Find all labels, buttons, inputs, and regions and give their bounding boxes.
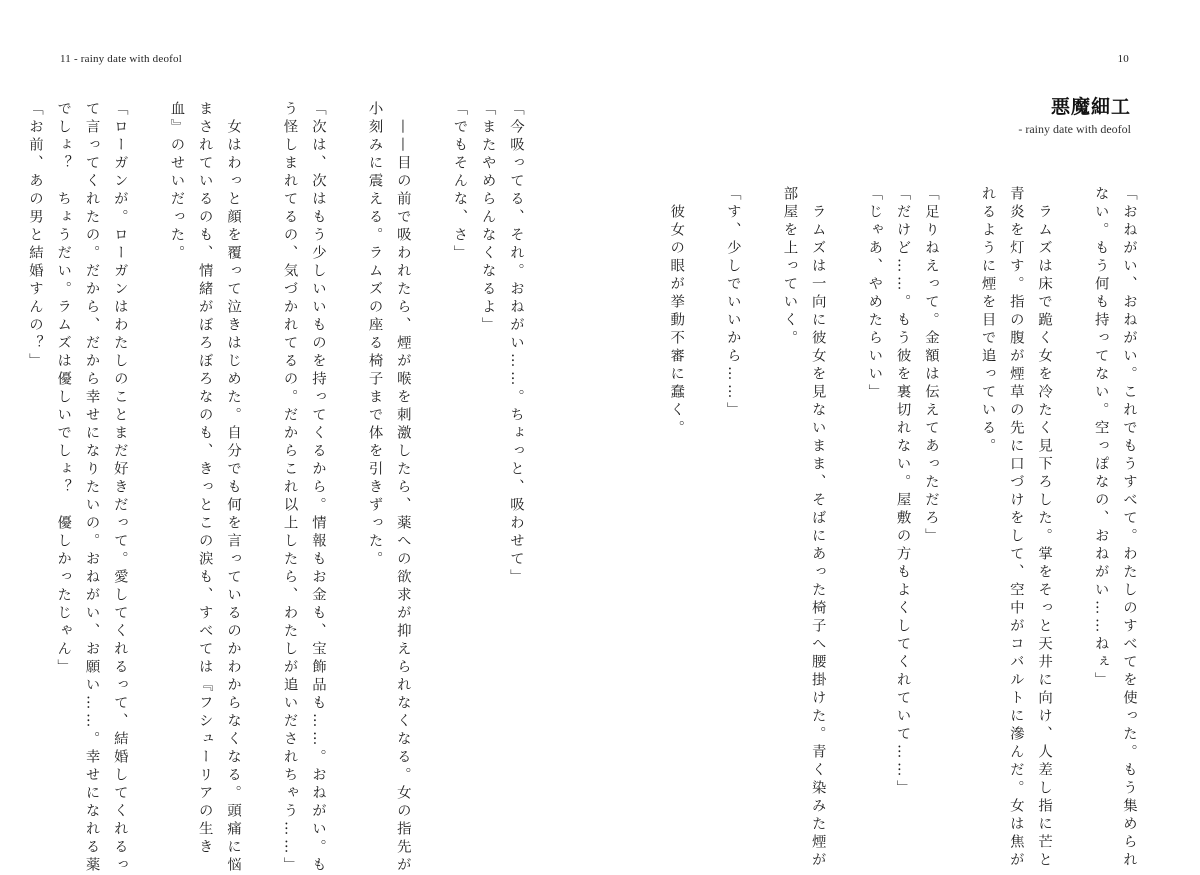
left-page-body-text: 「今吸ってる、それ。おねがい……。ちょっと、吸わせて」 「またやめらんなくなるよ」 「でもそんな、さ」 ——目の前で吸われたら、煙が喉を刺激したら、薬への欲求が抑えられなくなる。女の指先が 小刻みに震える。ラムズの座る椅子まで体を引きずった。 「次は、次はもう少しいいものを持ってくるから。情報もお金も、宝飾品も……。おねがい。も う怪しまれてるの、気づかれてるの。だからこれ以上したら、わたしが追いだされちゃう……」 女はわっと顔を覆って泣きはじめた。自分でも何を言っているのかわからなくなる。頭痛に悩 まされているのも、情緒がぼろぼろなのも、きっとこの涙も、すべては『フシューリアの生き 血』のせいだった。 「ローガンが。ローガンはわたしのことまだ好きだって。愛してくれるって、結婚してくれるっ て言ってくれたの。だから、だから幸せになりたいの。おねがい、お願い……。幸せになれる薬 でしょ？ ちょうだい。ラムズは優しいでしょ？ 優しかったじゃん」 「お前、あの男と結婚すんの？」 bbox=[26, 101, 524, 875]
right-page bbox=[600, 0, 1200, 870]
page-number: 10 bbox=[1117, 53, 1129, 65]
chapter-title: 悪魔細工 bbox=[1050, 96, 1131, 118]
right-page-body-text: 「おねがい、おねがい。これでもうすべて。わたしのすべてを使った。もう集められ ない。もう何も持ってない。空っぽなの、おねがい……ねぇ」 ラムズは床で跪く女を冷たく見下ろした。掌をそっと天井に向け、人差し指に芒と 青炎を灯す。指の腹が煙草の先に口づけをして、空中がコバルトに滲んだ。女は焦が れるように煙を目で追っている。 「足りねえって。金額は伝えてあっただろ」 「だけど……。もう彼を裏切れない。屋敷の方もよくしてくれていて……」 「じゃあ、やめたらいい」 ラムズは一向に彼女を見ないまま、そばにあった椅子へ腰掛けた。青く染みた煙が 部屋を上っていく。 「す、少しでいいから……」 彼女の眼が挙動不審に蠢く。 bbox=[668, 186, 1137, 870]
running-head: 11 - rainy date with deofol bbox=[60, 53, 182, 65]
chapter-heading bbox=[1018, 92, 1131, 137]
chapter-subtitle: - rainy date with deofol bbox=[1018, 122, 1131, 136]
